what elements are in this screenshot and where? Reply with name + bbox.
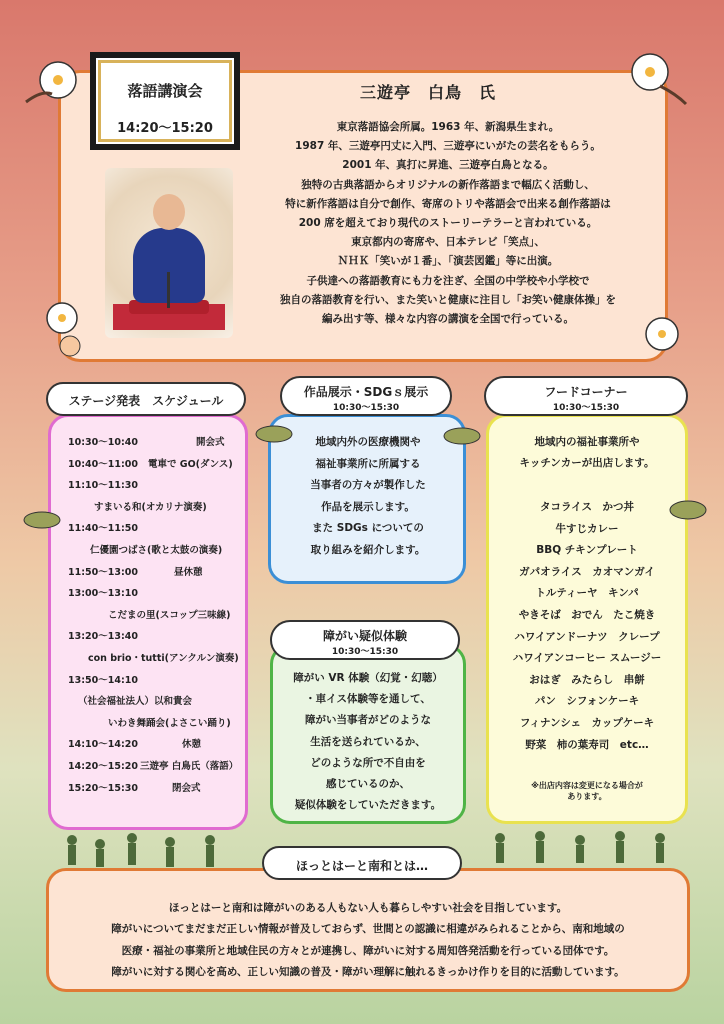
food-intro — [490, 432, 684, 474]
bird-icon — [664, 494, 714, 528]
schedule-item: すまいる和(オカリナ演奏) — [94, 501, 207, 513]
schedule-row — [68, 456, 244, 478]
schedule-row — [68, 693, 244, 715]
bio-line: 特に新作落語は自分で創作、寄席のトリや落語会で出来る創作落語は — [285, 197, 611, 210]
experience-line: 感じているのか、 — [326, 778, 410, 791]
plum-blossom-icon — [620, 46, 692, 110]
bio-line: 東京都内の寄席や、日本テレビ「笑点」、 — [351, 236, 545, 249]
schedule-list — [68, 434, 244, 801]
food-note — [500, 780, 674, 802]
schedule-item: con brio・tutti(アンクルン演奏) — [88, 652, 239, 664]
schedule-time: 10:40～11:00 — [68, 458, 138, 470]
about-line: 障がいに対する関心を高め、正しい知識の普及・障がい理解に触れるきっかけ作りを目的に活動しています。 — [111, 965, 625, 978]
stage-schedule-header — [46, 382, 246, 416]
stage-schedule-title: ステージ発表 スケジュール — [68, 394, 224, 408]
crowd-illustration — [480, 824, 690, 874]
schedule-time: 15:20～15:30 — [68, 782, 138, 794]
schedule-time: 10:30～10:40 — [68, 437, 138, 448]
bio-line: 子供達への落語教育にも力を注ぎ、全国の中学校や小学校で — [306, 274, 590, 287]
schedule-time: 13:00～13:10 — [68, 588, 138, 600]
exhibit-line: また SDGs についての — [312, 522, 424, 535]
exhibit-header — [280, 376, 452, 416]
crowd-illustration — [60, 828, 260, 876]
exhibit-line: 作品を展示します。 — [321, 500, 415, 513]
schedule-row — [68, 434, 244, 456]
schedule-row — [68, 628, 244, 650]
food-menu-list — [490, 497, 684, 756]
bio-line: 独特の古典落語からオリジナルの新作落語まで幅広く活動し、 — [301, 178, 595, 191]
food-item: フィナンシェ カップケーキ — [519, 716, 655, 729]
schedule-item: 閉会式 — [172, 782, 201, 794]
schedule-item: 電車で GO(ダンス) — [148, 458, 233, 470]
plum-blossom-icon — [22, 50, 92, 110]
food-title: フードコーナー — [544, 385, 628, 399]
experience-line: どのような所で不自由を — [310, 756, 426, 769]
experience-line: 疑似体験をしていただきます。 — [294, 799, 442, 812]
food-item: ハワイアンドーナツ クレープ — [514, 630, 660, 643]
exhibit-line: 地域内外の医療機関や — [315, 436, 421, 448]
exhibit-title: 作品展示・SDGｓ展示 — [303, 385, 429, 399]
experience-line: ・車イス体験等を通して、 — [305, 693, 431, 706]
schedule-time: 13:50～14:10 — [68, 674, 138, 686]
bio-line: ＮＨＫ「笑いが１番」、「演芸図鑑」等に出演。 — [337, 255, 559, 268]
schedule-row — [68, 650, 244, 672]
exhibit-time: 10:30～15:30 — [332, 403, 400, 413]
schedule-row — [68, 520, 244, 542]
about-title: ほっとはーと南和とは… — [295, 859, 428, 873]
schedule-time: 14:20～15:20 — [68, 760, 138, 772]
bio-line: 編み出す等、様々な内容の講演を全国で行っている。 — [322, 313, 574, 326]
food-item: トルティーヤ キンパ — [535, 587, 639, 600]
schedule-item: 昼休憩 — [174, 566, 203, 578]
exhibit-line: 当事者の方々が製作した — [310, 479, 426, 492]
food-item: タコライス かつ丼 — [539, 501, 635, 513]
schedule-item: 三遊亭 白鳥氏（落語） — [140, 760, 239, 772]
food-intro-line: キッチンカーが出店します。 — [519, 457, 655, 469]
bio-line: 2001 年、真打に昇進、三遊亭白鳥となる。 — [342, 159, 554, 172]
event-title: 落語講演会 — [127, 82, 203, 100]
schedule-time: 11:50～13:00 — [68, 566, 138, 578]
schedule-item: （社会福祉法人）以和貴会 — [78, 696, 193, 708]
plum-blossom-icon — [630, 308, 692, 368]
schedule-item: いわき舞踊会(よさこい踊り) — [108, 717, 231, 729]
food-item: やきそば おでん たこ焼き — [518, 608, 656, 621]
food-item: パン シフォンケーキ — [534, 695, 640, 708]
schedule-row — [68, 736, 244, 758]
experience-header — [270, 620, 460, 660]
plum-blossom-icon — [38, 298, 90, 364]
experience-title: 障がい疑似体験 — [322, 629, 407, 643]
schedule-item: こだまの里(スコップ三味線) — [108, 609, 231, 621]
schedule-time: 11:10～11:30 — [68, 480, 138, 492]
exhibit-line: 取り組みを紹介します。 — [310, 543, 426, 556]
schedule-time: 13:20～13:40 — [68, 631, 138, 643]
speaker-bio — [248, 118, 648, 329]
schedule-row — [68, 477, 244, 499]
bird-icon — [250, 418, 300, 448]
bird-icon — [18, 504, 68, 534]
event-title-box — [90, 52, 240, 150]
schedule-time: 11:40～11:50 — [68, 523, 138, 535]
schedule-time: 14:10～14:20 — [68, 739, 138, 751]
schedule-row — [68, 607, 244, 629]
food-note-line: ※出店内容は変更になる場合が — [531, 781, 643, 790]
about-description — [50, 898, 686, 983]
schedule-item: 仁優園つばさ(歌と太鼓の演奏) — [90, 544, 223, 556]
schedule-row — [68, 672, 244, 694]
speaker-photo — [105, 168, 233, 338]
bio-line: 1987 年、三遊亭円丈に入門、三遊亭にいがたの芸名をもらう。 — [295, 140, 601, 153]
schedule-row — [68, 542, 244, 564]
about-line: 医療・福祉の事業所と地域住民の方々とが連携し、障がいに対する周知啓発活動を行っている団体です。 — [121, 944, 615, 957]
schedule-row — [68, 715, 244, 737]
schedule-row — [68, 585, 244, 607]
bird-icon — [438, 420, 488, 450]
food-item: 牛すじカレー — [555, 522, 619, 535]
food-item: ハワイアンコーヒー スムージー — [512, 652, 662, 665]
schedule-row — [68, 758, 244, 780]
food-item: BBQ チキンプレート — [536, 544, 638, 557]
bio-line: 200 席を超えており現代のストーリーテラーと言われている。 — [298, 217, 598, 230]
food-item: おはぎ みたらし 串餅 — [529, 673, 645, 686]
food-item: 野菜 柿の葉寿司 etc… — [525, 738, 649, 751]
speaker-name: 三遊亭 白鳥 氏 — [360, 83, 497, 102]
schedule-row — [68, 564, 244, 586]
schedule-row — [68, 780, 244, 802]
schedule-row — [68, 499, 244, 521]
about-line: 障がいについてまだまだ正しい情報が普及しておらず、世間との認識に相違がみられることから、南和地域の — [111, 923, 625, 936]
exhibit-line: 福祉事業所に所属する — [315, 457, 421, 470]
about-line: ほっとはーと南和は障がいのある人もない人も暮らしやすい社会を目指しています。 — [168, 902, 568, 914]
experience-line: 生活を送られているか、 — [310, 735, 426, 748]
bio-line: 東京落語協会所属。1963 年、新潟県生まれ。 — [336, 121, 560, 133]
schedule-item: 開会式 — [196, 437, 225, 448]
experience-line: 障がい VR 体験（幻覚・幻聴） — [293, 672, 443, 684]
event-time: 14:20～15:20 — [117, 121, 213, 136]
food-header — [484, 376, 688, 416]
experience-line: 障がい当事者がどのような — [305, 714, 431, 727]
schedule-item: 休憩 — [182, 739, 202, 751]
food-note-line: あります。 — [567, 792, 607, 801]
food-item: ガパオライス カオマンガイ — [519, 565, 655, 578]
exhibit-description — [272, 432, 464, 562]
experience-description — [272, 668, 464, 816]
food-time: 10:30～15:30 — [552, 403, 620, 413]
food-intro-line: 地域内の福祉事業所や — [534, 436, 640, 448]
bio-line: 独自の落語教育を行い、また笑いと健康に注目し「お笑い健康体操」を — [280, 293, 616, 306]
about-header — [262, 846, 462, 880]
experience-time: 10:30～15:30 — [331, 647, 399, 657]
